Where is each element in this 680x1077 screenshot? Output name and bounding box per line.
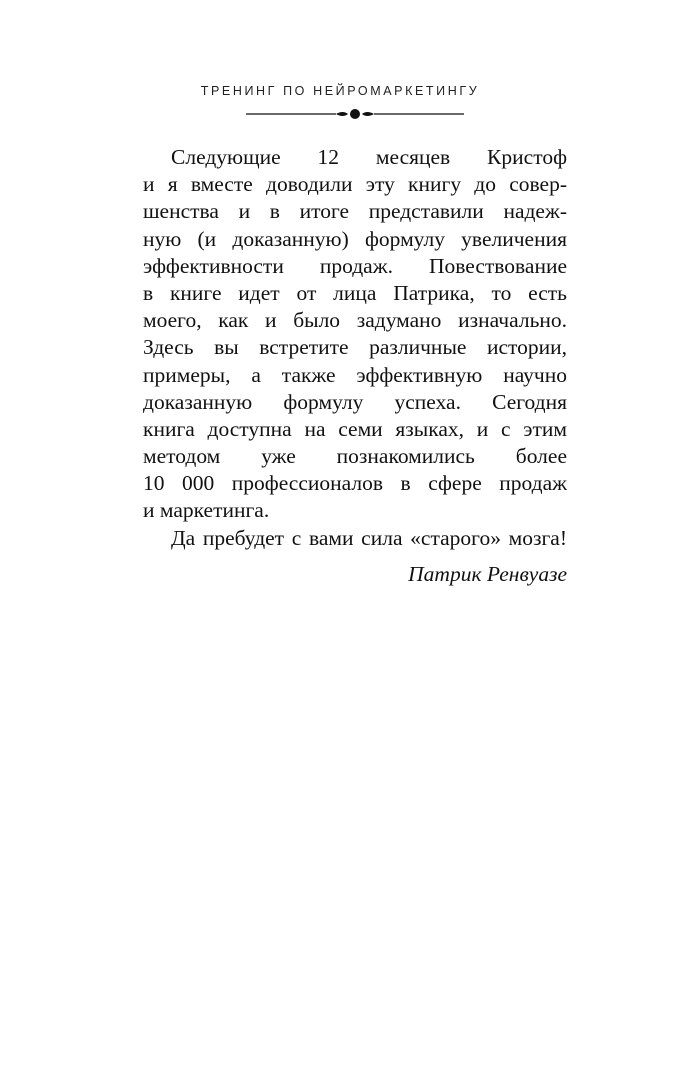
author-signature: Патрик Ренвуазе bbox=[408, 561, 567, 586]
text-line: эффективности продаж. Повествование bbox=[143, 253, 567, 278]
text-line: 10 000 профессионалов в сфере продаж bbox=[143, 471, 567, 496]
text-line: и я вместе доводили эту книгу до совер- bbox=[143, 172, 567, 197]
text-line: Да пребудет с вами сила «старого» мозга! bbox=[171, 525, 567, 550]
body-text bbox=[143, 144, 567, 588]
text-line: ную (и доказанную) формулу увеличения bbox=[143, 226, 567, 251]
text-line: Следующие 12 месяцев Кристоф bbox=[171, 145, 567, 169]
text-line: в книге идет от лица Патрика, то есть bbox=[143, 280, 567, 305]
running-head-title: ТРЕНИНГ ПО НЕЙРОМАРКЕТИНГУ bbox=[200, 84, 480, 98]
text-line: шенства и в итоге представили надеж- bbox=[143, 199, 567, 224]
text-line: и маркетинга. bbox=[143, 498, 270, 523]
ornament-divider-icon bbox=[246, 106, 464, 122]
text-line: моего, как и было задумано изначально. bbox=[143, 308, 567, 333]
text-line: доказанную формулу успеха. Сегодня bbox=[143, 389, 567, 414]
text-line: примеры, а также эффективную научно bbox=[143, 362, 567, 387]
text-line: книга доступна на семи языках, и с этим bbox=[143, 416, 567, 441]
text-line: Здесь вы встретите различные истории, bbox=[143, 335, 567, 360]
text-line: методом уже познакомились более bbox=[143, 444, 567, 469]
